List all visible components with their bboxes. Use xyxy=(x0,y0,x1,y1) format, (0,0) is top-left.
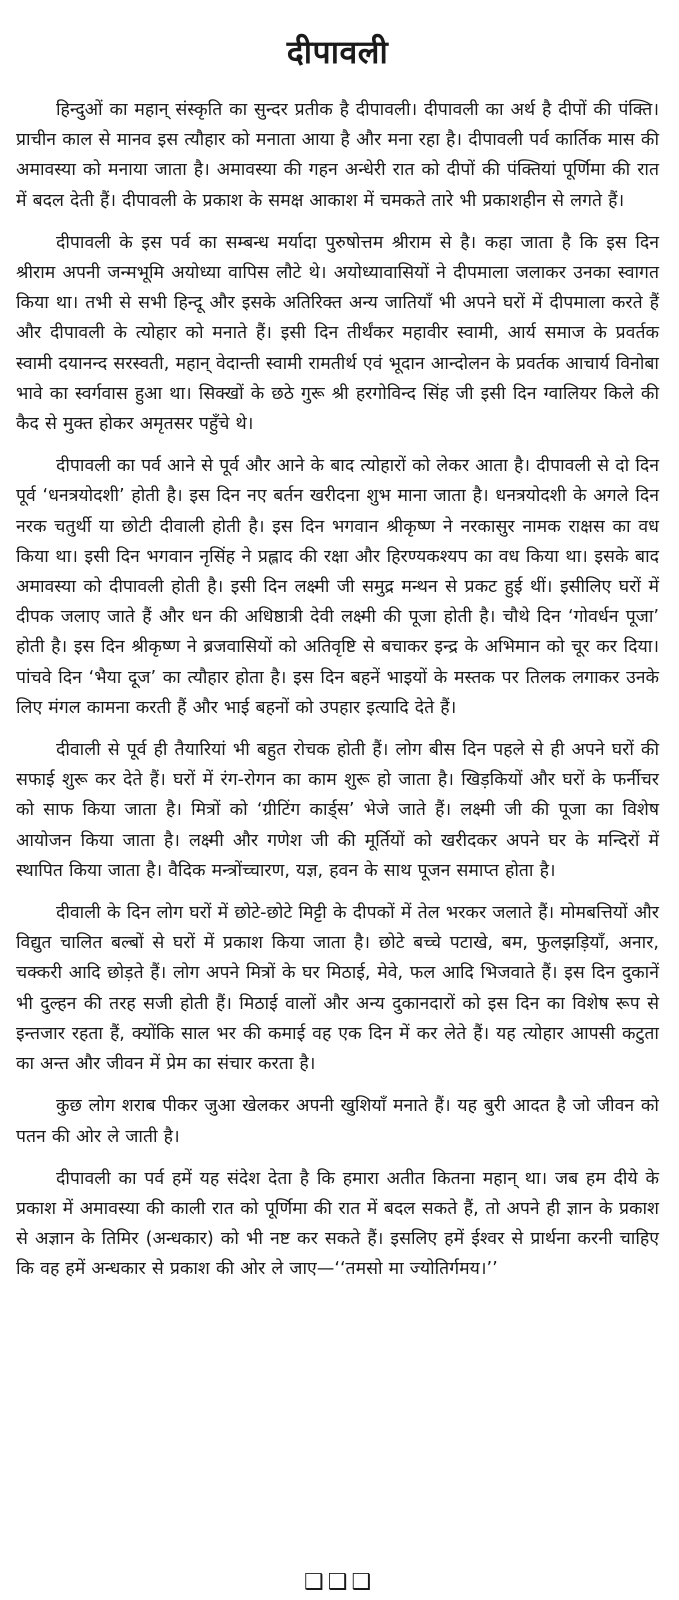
paragraph-3: दीपावली का पर्व आने से पूर्व और आने के बाद त्योहारों को लेकर आता है। दीपावली से दो दिन पूर्व ‘धनत्रयोदशी’ होती है। इस दिन नए बर्तन खरीदना शुभ माना जाता है। धनत्रयोदशी के अगले दिन नरक चतुर्थी या छोटी दीवाली होती है। इस दिन भगवान श्रीकृष्ण ने नरकासुर नामक राक्षस का वध किया था। इसी दिन भगवान नृसिंह ने प्रह्लाद की रक्षा और हिरण्यकश्यप का वध किया था। इसके बाद अमावस्या को दीपावली होती है। इसी दिन लक्ष्मी जी समुद्र मन्थन से प्रकट हुई थीं। इसीलिए घरों में दीपक जलाए जाते हैं और धन की अधिष्ठात्री देवी लक्ष्मी की पूजा होती है। चौथे दिन ‘गोवर्धन पूजा’ होती है। इस दिन श्रीकृष्ण ने ब्रजवासियों को अतिवृष्टि से बचाकर इन्द्र के अभिमान को चूर कर दिया। पांचवे दिन ‘भैया दूज’ का त्यौहार होता है। इस दिन बहनें भाइयों के मस्तक पर तिलक लगाकर उनके लिए मंगल कामना करती हैं और भाई बहनों को उपहार इत्यादि देते हैं। xyxy=(16,456,659,718)
end-of-text-marks: ❑❑❑ xyxy=(303,1570,376,1595)
paragraph-1: हिन्दुओं का महान् संस्कृति का सुन्दर प्रतीक है दीपावली। दीपावली का अर्थ है दीपों की पंक्ति। प्राचीन काल से मानव इस त्यौहार को मनाता आया है और मना रहा है। दीपावली पर्व कार्तिक मास की अमावस्या को मनाया जाता है। अमावस्या की गहन अन्धेरी रात को दीपों की पंक्तियां पूर्णिमा की रात में बदल देती हैं। दीपावली के प्रकाश के समक्ष आकाश में चमकते तारे भी प्रकाशहीन से लगते हैं। xyxy=(16,100,659,211)
paragraph-6: कुछ लोग शराब पीकर जुआ खेलकर अपनी खुशियाँ मनाते हैं। यह बुरी आदत है जो जीवन को पतन की ओर ले जाती है। xyxy=(16,1096,659,1147)
page-title: दीपावली xyxy=(286,33,389,71)
paragraph-7: दीपावली का पर्व हमें यह संदेश देता है कि हमारा अतीत कितना महान् था। जब हम दीये के प्रकाश में अमावस्या की काली रात को पूर्णिमा की रात में बदल सकते हैं, तो अपने ही ज्ञान के प्रकाश से अज्ञान के तिमिर (अन्धकार) को भी नष्ट कर सकते हैं। इसलिए हमें ईश्वर से प्रार्थना करनी चाहिए कि वह हमें अन्धकार से प्रकाश की ओर ले जाए—‘‘तमसो मा ज्योतिर्गमय।’’ xyxy=(16,1168,659,1280)
paragraph-2: दीपावली के इस पर्व का सम्बन्ध मर्यादा पुरुषोत्तम श्रीराम से है। कहा जाता है कि इस दिन श्रीराम अपनी जन्मभूमि अयोध्या वापिस लौटे थे। अयोध्यावासियों ने दीपमाला जलाकर उनका स्वागत किया था। तभी से सभी हिन्दू और इसके अतिरिक्त अन्य जातियाँ भी अपने घरों में दीपमाला करते हैं और दीपावली के त्योहार को मनाते हैं। इसी दिन तीर्थंकर महावीर स्वामी, आर्य समाज के प्रवर्तक स्वामी दयानन्द सरस्वती, महान् वेदान्ती स्वामी रामतीर्थ एवं भूदान आन्दोलन के प्रवर्तक आचार्य विनोबा भावे का स्वर्गवास हुआ था। सिक्खों के छठे गुरू श्री हरगोविन्द सिंह जी इसी दिन ग्वालियर किले की कैद से मुक्त होकर अमृतसर पहुँचे थे। xyxy=(16,232,659,435)
paragraph-5: दीवाली के दिन लोग घरों में छोटे-छोटे मिट्टी के दीपकों में तेल भरकर जलाते हैं। मोमबत्तियों और विद्युत चालित बल्बों से घरों में प्रकाश किया जाता है। छोटे बच्चे पटाखे, बम, फुलझड़ियाँ, अनार, चक्करी आदि छोड़ते हैं। लोग अपने मित्रों के घर मिठाई, मेवे, फल आदि भिजवाते हैं। इस दिन दुकानें भी दुल्हन की तरह सजी होती हैं। मिठाई वालों और अन्य दुकानदारों को इस दिन का विशेष रूप से इन्तजार रहता हैं, क्योंकि साल भर की कमाई वह एक दिन में कर लेते हैं। यह त्योहार आपसी कटुता का अन्त और जीवन में प्रेम का संचार करता है। xyxy=(16,903,659,1075)
paragraph-4: दीवाली से पूर्व ही तैयारियां भी बहुत रोचक होती हैं। लोग बीस दिन पहले से ही अपने घरों की सफाई शुरू कर देते हैं। घरों में रंग-रोगन का काम शुरू हो जाता है। खिड़कियों और घरों के फर्नीचर को साफ किया जाता है। मित्रों को ‘ग्रीटिंग कार्ड्स’ भेजे जाते हैं। लक्ष्मी जी की पूजा का विशेष आयोजन किया जाता है। लक्ष्मी और गणेश जी की मूर्तियों को खरीदकर अपने घर के मन्दिरों में स्थापित किया जाता है। वैदिक मन्त्रोंच्चारण, यज्ञ, हवन के साथ पूजन समाप्त होता है। xyxy=(16,740,659,881)
